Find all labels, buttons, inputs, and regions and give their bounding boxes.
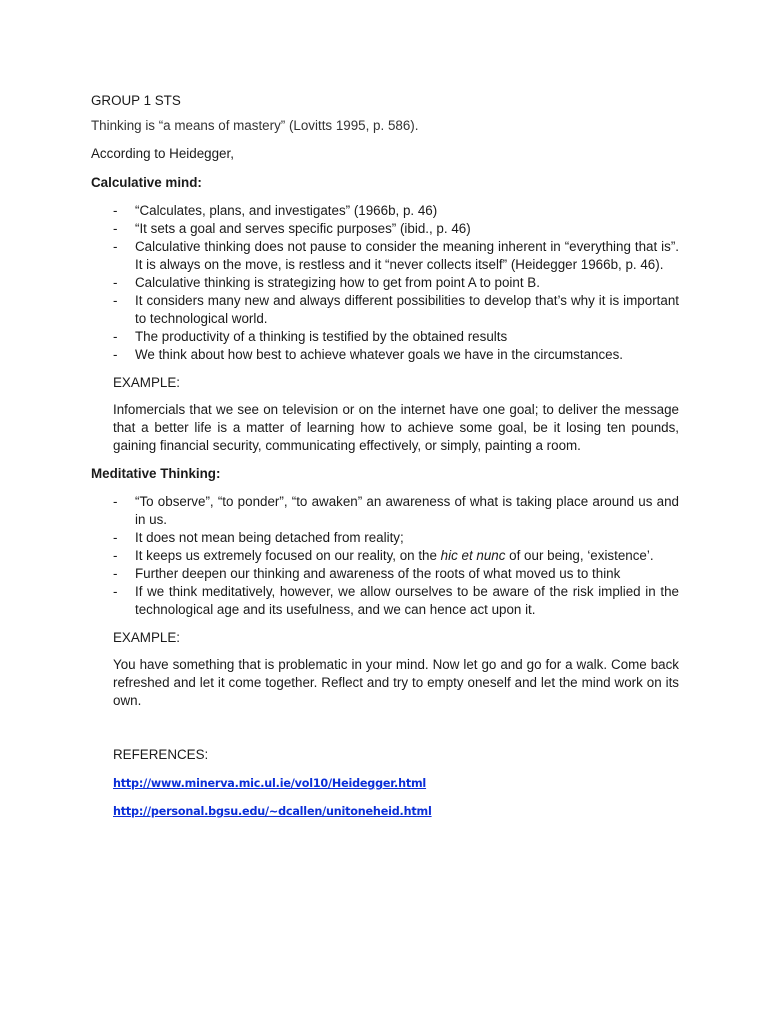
latin-phrase: hic et nunc bbox=[440, 548, 506, 563]
dash-marker: - bbox=[113, 329, 118, 344]
list-item: - Calculative thinking is strategizing how to get from point A to point B. bbox=[113, 275, 540, 290]
references-label: REFERENCES: bbox=[113, 747, 209, 762]
dash-marker: - bbox=[113, 494, 118, 509]
list-item: - It considers many new and always different possibilities to develop that’s why it is important to technological world. bbox=[113, 293, 679, 326]
meditative-example-text: You have something that is problematic in your mind. Now let go and go for a walk. Come back refreshed and let it come together. Reflect and try to empty oneself and let the mind work on its own. bbox=[113, 657, 679, 708]
calculative-example-label: EXAMPLE: bbox=[113, 375, 180, 390]
calculative-heading: Calculative mind: bbox=[91, 175, 202, 190]
meditative-example-label: EXAMPLE: bbox=[113, 630, 180, 645]
document-page bbox=[91, 92, 679, 831]
list-item: - It keeps us extremely focused on our reality, on the hic et nunc of our being, ‘existence’. bbox=[113, 548, 654, 563]
dash-marker: - bbox=[113, 275, 118, 290]
dash-marker: - bbox=[113, 221, 118, 236]
list-item: - “It sets a goal and serves specific purposes” (ibid., p. 46) bbox=[113, 221, 471, 236]
dash-marker: - bbox=[113, 566, 118, 581]
list-item: - “To observe”, “to ponder”, “to awaken” an awareness of what is taking place around us and in us. bbox=[113, 494, 679, 527]
dash-marker: - bbox=[113, 347, 118, 362]
according-line: According to Heidegger, bbox=[91, 146, 234, 161]
dash-marker: - bbox=[113, 530, 118, 545]
list-item: - The productivity of a thinking is testified by the obtained results bbox=[113, 329, 508, 344]
intro-quote: Thinking is “a means of mastery” (Lovitts 1995, p. 586). bbox=[91, 118, 419, 133]
list-item: - “Calculates, plans, and investigates” (1966b, p. 46) bbox=[113, 203, 438, 218]
list-item: - We think about how best to achieve whatever goals we have in the circumstances. bbox=[113, 347, 624, 362]
document-title: GROUP 1 STS bbox=[91, 93, 181, 108]
list-item: - If we think meditatively, however, we allow ourselves to be aware of the risk implied in the technological age and its usefulness, and we can hence act upon it. bbox=[113, 584, 679, 617]
references-list bbox=[91, 775, 679, 821]
list-item: - Calculative thinking does not pause to consider the meaning inherent in “everything that is”. It is always on the move, is restless and it “never collects itself” (Heidegger 1966b, p. 46). bbox=[113, 239, 679, 272]
dash-marker: - bbox=[113, 203, 118, 218]
dash-marker: - bbox=[113, 584, 118, 599]
list-item: - Further deepen our thinking and awareness of the roots of what moved us to think bbox=[113, 566, 621, 581]
dash-marker: - bbox=[113, 293, 118, 308]
reference-link-bgsu[interactable]: http://personal.bgsu.edu/~dcallen/unitoneheid.html bbox=[113, 805, 432, 818]
meditative-heading: Meditative Thinking: bbox=[91, 466, 221, 481]
calculative-list bbox=[91, 202, 679, 364]
meditative-list bbox=[91, 493, 679, 619]
dash-marker: - bbox=[113, 239, 118, 254]
dash-marker: - bbox=[113, 548, 118, 563]
list-item: - It does not mean being detached from reality; bbox=[113, 530, 404, 545]
calculative-example-text: Infomercials that we see on television or on the internet have one goal; to deliver the message that a better life is a matter of learning how to achieve some goal, be it losing ten pounds, gaining financial security, communicating effectively, or simply, painting a room. bbox=[113, 402, 679, 453]
reference-link-minerva[interactable]: http://www.minerva.mic.ul.ie/vol10/Heidegger.html bbox=[113, 777, 427, 790]
